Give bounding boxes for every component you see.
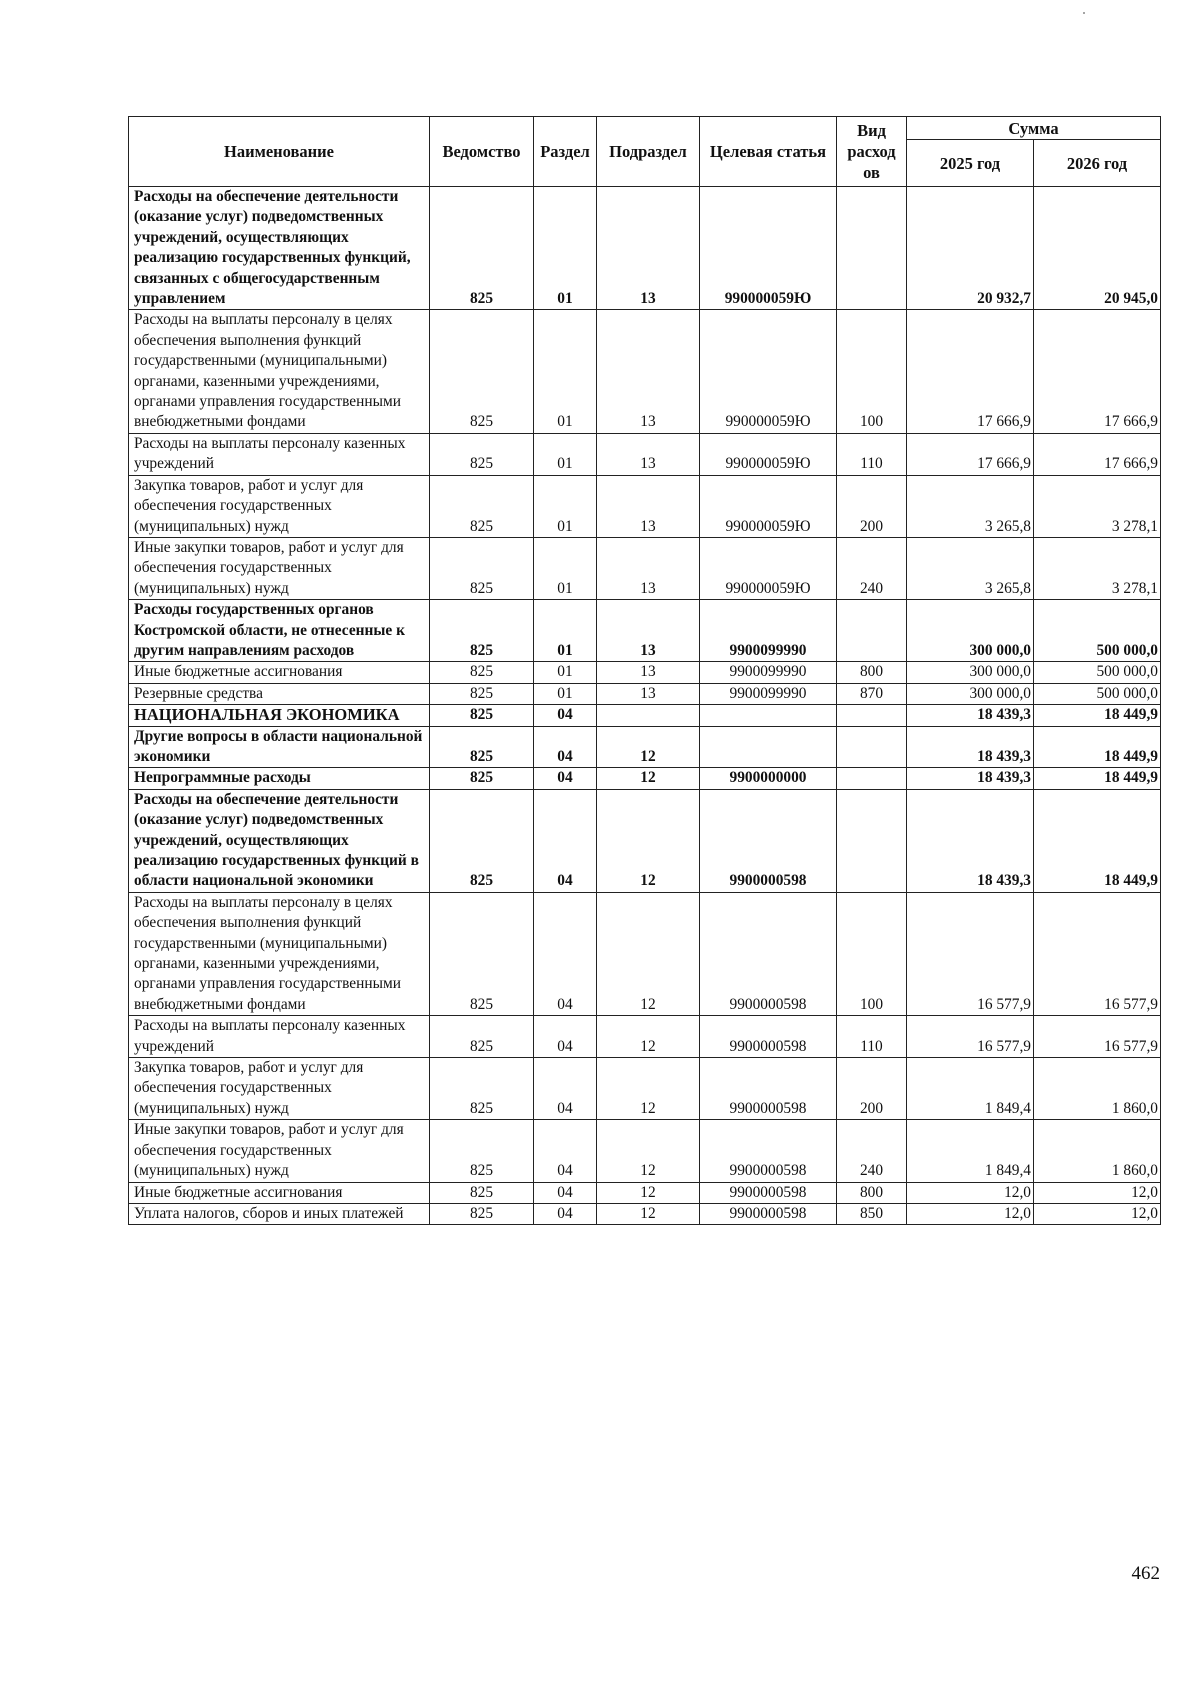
cell-subsection: 13 [597, 683, 700, 704]
cell-subsection [597, 705, 700, 726]
cell-name: Иные бюджетные ассигнования [129, 1182, 430, 1203]
cell-sum-2025: 3 265,8 [907, 475, 1034, 537]
cell-sum-2025: 17 666,9 [907, 310, 1034, 433]
cell-expense-type: 110 [837, 433, 907, 475]
cell-target [700, 726, 837, 768]
cell-section: 01 [534, 537, 597, 599]
cell-sum-2026: 18 449,9 [1034, 789, 1161, 892]
table-row [129, 789, 1161, 892]
table-row [129, 892, 1161, 1015]
cell-department: 825 [430, 1120, 534, 1182]
cell-department: 825 [430, 789, 534, 892]
cell-sum-2026: 500 000,0 [1034, 662, 1161, 683]
cell-section: 04 [534, 1182, 597, 1203]
cell-sum-2026: 500 000,0 [1034, 600, 1161, 662]
table-row [129, 726, 1161, 768]
table-row [129, 1203, 1161, 1224]
cell-target: 990000059Ю [700, 310, 837, 433]
cell-sum-2025: 1 849,4 [907, 1058, 1034, 1120]
header-sum: Сумма [907, 117, 1161, 140]
cell-expense-type [837, 768, 907, 789]
cell-subsection: 12 [597, 1016, 700, 1058]
cell-subsection: 12 [597, 892, 700, 1015]
cell-department: 825 [430, 726, 534, 768]
cell-target: 9900000598 [700, 1016, 837, 1058]
cell-sum-2025: 18 439,3 [907, 705, 1034, 726]
cell-target: 9900000598 [700, 892, 837, 1015]
budget-table [128, 116, 1161, 1225]
cell-expense-type [837, 705, 907, 726]
cell-expense-type: 850 [837, 1203, 907, 1224]
cell-section: 01 [534, 433, 597, 475]
header-name: Наименование [129, 117, 430, 187]
header-subsection: Подраздел [597, 117, 700, 187]
cell-name: Непрограммные расходы [129, 768, 430, 789]
cell-target: 990000059Ю [700, 475, 837, 537]
cell-expense-type: 100 [837, 310, 907, 433]
cell-subsection: 12 [597, 1182, 700, 1203]
cell-department: 825 [430, 892, 534, 1015]
cell-sum-2026: 12,0 [1034, 1182, 1161, 1203]
cell-sum-2025: 18 439,3 [907, 789, 1034, 892]
cell-name: Закупка товаров, работ и услуг для обеспечения государственных (муниципальных) нужд [129, 475, 430, 537]
cell-sum-2025: 300 000,0 [907, 662, 1034, 683]
cell-section: 04 [534, 1058, 597, 1120]
cell-sum-2025: 18 439,3 [907, 768, 1034, 789]
cell-section: 01 [534, 310, 597, 433]
cell-sum-2025: 300 000,0 [907, 600, 1034, 662]
cell-department: 825 [430, 683, 534, 704]
table-row [129, 683, 1161, 704]
cell-expense-type: 110 [837, 1016, 907, 1058]
cell-sum-2025: 12,0 [907, 1203, 1034, 1224]
cell-sum-2025: 16 577,9 [907, 892, 1034, 1015]
cell-name: Расходы государственных органов Костромской области, не отнесенные к другим направлениям расходов [129, 600, 430, 662]
header-section: Раздел [534, 117, 597, 187]
table-row [129, 1120, 1161, 1182]
cell-department: 825 [430, 187, 534, 310]
cell-sum-2026: 500 000,0 [1034, 683, 1161, 704]
cell-name: Расходы на выплаты персоналу в целях обеспечения выполнения функций государственными (муниципальными) органами, казенными учреждениями, органами управления государственными внебюджетными фондами [129, 892, 430, 1015]
cell-sum-2026: 18 449,9 [1034, 768, 1161, 789]
cell-name: Другие вопросы в области национальной экономики [129, 726, 430, 768]
cell-expense-type: 200 [837, 1058, 907, 1120]
cell-name: Расходы на обеспечение деятельности (оказание услуг) подведомственных учреждений, осуществляющих реализацию государственных функций, связанных с общегосударственным управлением [129, 187, 430, 310]
cell-section: 04 [534, 1016, 597, 1058]
cell-sum-2026: 1 860,0 [1034, 1120, 1161, 1182]
cell-name: Иные закупки товаров, работ и услуг для обеспечения государственных (муниципальных) нужд [129, 1120, 430, 1182]
cell-subsection: 12 [597, 1120, 700, 1182]
table-row [129, 537, 1161, 599]
cell-target: 9900000598 [700, 1120, 837, 1182]
cell-target: 9900099990 [700, 683, 837, 704]
cell-sum-2026: 20 945,0 [1034, 187, 1161, 310]
cell-subsection: 13 [597, 662, 700, 683]
cell-sum-2026: 18 449,9 [1034, 705, 1161, 726]
cell-department: 825 [430, 475, 534, 537]
cell-name: Расходы на выплаты персоналу казенных учреждений [129, 1016, 430, 1058]
header-year-2025: 2025 год [907, 140, 1034, 187]
cell-section: 04 [534, 789, 597, 892]
cell-sum-2026: 17 666,9 [1034, 310, 1161, 433]
cell-section: 01 [534, 475, 597, 537]
cell-sum-2025: 16 577,9 [907, 1016, 1034, 1058]
cell-expense-type: 870 [837, 683, 907, 704]
cell-name: Расходы на выплаты персоналу казенных учреждений [129, 433, 430, 475]
cell-subsection: 12 [597, 726, 700, 768]
cell-section: 01 [534, 600, 597, 662]
cell-sum-2025: 300 000,0 [907, 683, 1034, 704]
cell-subsection: 13 [597, 600, 700, 662]
cell-department: 825 [430, 433, 534, 475]
cell-sum-2025: 1 849,4 [907, 1120, 1034, 1182]
cell-target [700, 705, 837, 726]
cell-department: 825 [430, 768, 534, 789]
cell-expense-type [837, 789, 907, 892]
cell-department: 825 [430, 1016, 534, 1058]
cell-name: Расходы на выплаты персоналу в целях обеспечения выполнения функций государственными (муниципальными) органами, казенными учреждениями, органами управления государственными внебюджетными фондами [129, 310, 430, 433]
table-row [129, 662, 1161, 683]
header-year-2026: 2026 год [1034, 140, 1161, 187]
cell-target: 990000059Ю [700, 187, 837, 310]
scan-speck [1083, 12, 1085, 14]
cell-expense-type: 800 [837, 662, 907, 683]
cell-expense-type [837, 600, 907, 662]
cell-expense-type: 800 [837, 1182, 907, 1203]
table-row [129, 600, 1161, 662]
cell-subsection: 13 [597, 187, 700, 310]
cell-target: 9900000598 [700, 789, 837, 892]
cell-subsection: 12 [597, 789, 700, 892]
cell-sum-2026: 12,0 [1034, 1203, 1161, 1224]
table-row [129, 433, 1161, 475]
cell-section: 04 [534, 705, 597, 726]
cell-section: 04 [534, 768, 597, 789]
cell-section: 01 [534, 683, 597, 704]
cell-subsection: 13 [597, 537, 700, 599]
cell-section: 01 [534, 187, 597, 310]
cell-expense-type: 100 [837, 892, 907, 1015]
table-row [129, 475, 1161, 537]
cell-sum-2025: 18 439,3 [907, 726, 1034, 768]
cell-name: НАЦИОНАЛЬНАЯ ЭКОНОМИКА [129, 705, 430, 726]
cell-sum-2025: 17 666,9 [907, 433, 1034, 475]
cell-subsection: 13 [597, 310, 700, 433]
cell-subsection: 12 [597, 1058, 700, 1120]
header-expense-type: Вид расход ов [837, 117, 907, 187]
cell-sum-2025: 3 265,8 [907, 537, 1034, 599]
cell-target: 9900000598 [700, 1058, 837, 1120]
cell-target: 9900000598 [700, 1182, 837, 1203]
cell-department: 825 [430, 1058, 534, 1120]
cell-name: Иные закупки товаров, работ и услуг для обеспечения государственных (муниципальных) нужд [129, 537, 430, 599]
cell-expense-type [837, 187, 907, 310]
cell-sum-2025: 12,0 [907, 1182, 1034, 1203]
cell-name: Резервные средства [129, 683, 430, 704]
table-body [129, 187, 1161, 1225]
cell-expense-type: 240 [837, 1120, 907, 1182]
cell-subsection: 13 [597, 433, 700, 475]
cell-name: Уплата налогов, сборов и иных платежей [129, 1203, 430, 1224]
cell-section: 04 [534, 892, 597, 1015]
cell-sum-2026: 16 577,9 [1034, 892, 1161, 1015]
table-row [129, 1182, 1161, 1203]
cell-target: 990000059Ю [700, 433, 837, 475]
cell-section: 04 [534, 1203, 597, 1224]
cell-expense-type: 200 [837, 475, 907, 537]
cell-sum-2026: 18 449,9 [1034, 726, 1161, 768]
header-target: Целевая статья [700, 117, 837, 187]
cell-target: 9900000598 [700, 1203, 837, 1224]
cell-target: 990000059Ю [700, 537, 837, 599]
table-row [129, 310, 1161, 433]
cell-department: 825 [430, 537, 534, 599]
cell-name: Расходы на обеспечение деятельности (оказание услуг) подведомственных учреждений, осуществляющих реализацию государственных функций в области национальной экономики [129, 789, 430, 892]
cell-target: 9900099990 [700, 600, 837, 662]
table-row [129, 768, 1161, 789]
cell-section: 04 [534, 1120, 597, 1182]
cell-sum-2026: 3 278,1 [1034, 537, 1161, 599]
cell-sum-2026: 1 860,0 [1034, 1058, 1161, 1120]
table-row [129, 187, 1161, 310]
cell-section: 01 [534, 662, 597, 683]
cell-department: 825 [430, 1182, 534, 1203]
cell-subsection: 12 [597, 1203, 700, 1224]
cell-department: 825 [430, 705, 534, 726]
cell-sum-2026: 17 666,9 [1034, 433, 1161, 475]
cell-sum-2026: 3 278,1 [1034, 475, 1161, 537]
cell-section: 04 [534, 726, 597, 768]
cell-name: Закупка товаров, работ и услуг для обеспечения государственных (муниципальных) нужд [129, 1058, 430, 1120]
cell-target: 9900000000 [700, 768, 837, 789]
cell-name: Иные бюджетные ассигнования [129, 662, 430, 683]
table-row [129, 1016, 1161, 1058]
cell-target: 9900099990 [700, 662, 837, 683]
table-row [129, 1058, 1161, 1120]
header-department: Ведомство [430, 117, 534, 187]
cell-subsection: 13 [597, 475, 700, 537]
cell-subsection: 12 [597, 768, 700, 789]
cell-expense-type: 240 [837, 537, 907, 599]
cell-sum-2025: 20 932,7 [907, 187, 1034, 310]
cell-sum-2026: 16 577,9 [1034, 1016, 1161, 1058]
cell-department: 825 [430, 1203, 534, 1224]
cell-department: 825 [430, 310, 534, 433]
cell-department: 825 [430, 662, 534, 683]
table-header [129, 117, 1161, 187]
table-row [129, 705, 1161, 726]
page-number: 462 [1131, 1563, 1160, 1584]
cell-department: 825 [430, 600, 534, 662]
cell-expense-type [837, 726, 907, 768]
